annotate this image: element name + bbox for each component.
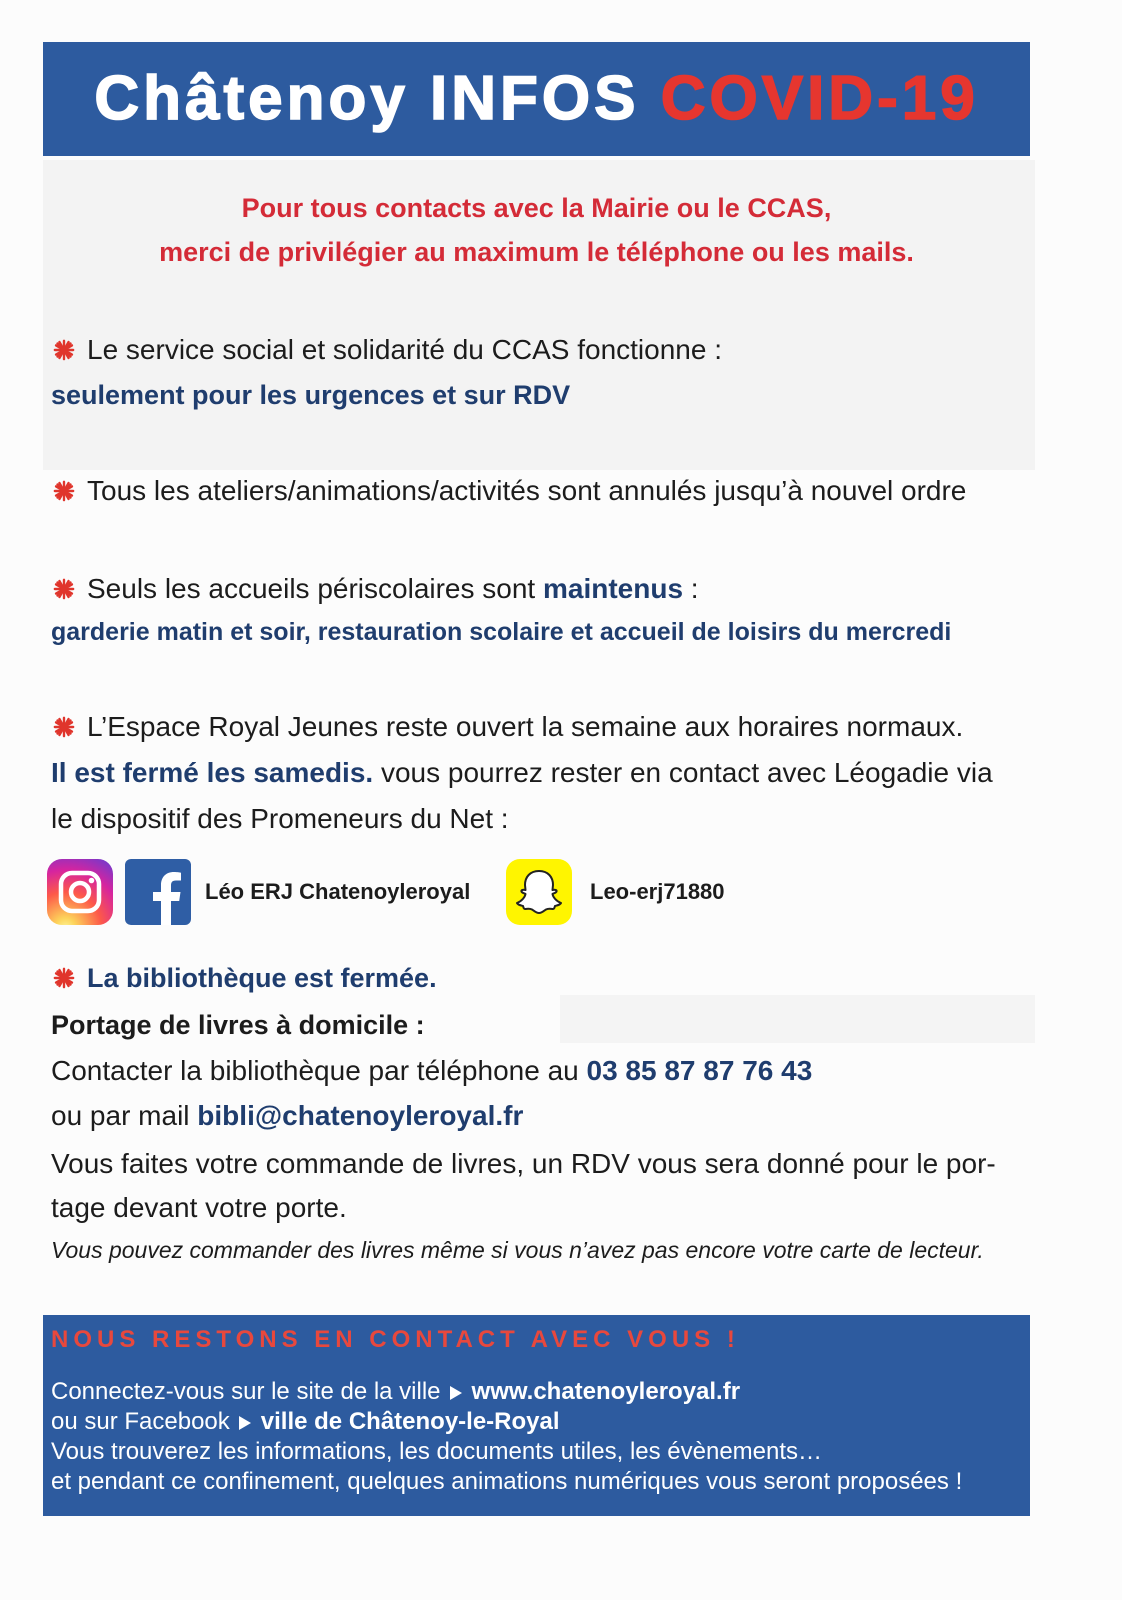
- espace-jeunes-highlight: Il est fermé les samedis.: [51, 757, 374, 788]
- ccas-text: Le service social et solidarité du CCAS fonctionne :: [87, 334, 722, 365]
- order-line-1: Vous faites votre commande de livres, un RDV vous sera donné pour le por-: [51, 1148, 996, 1179]
- footer-site-url: www.chatenoyleroyal.fr: [471, 1378, 741, 1405]
- social-account-name: Léo ERJ Chatenoyleroyal: [205, 879, 471, 904]
- header-banner: [43, 42, 1030, 156]
- asterisk-burst-icon: [53, 716, 75, 738]
- page-title-highlight: COVID-19: [660, 64, 979, 133]
- phone-number: 03 85 87 87 76 43: [586, 1055, 813, 1086]
- footer-facebook-text: ou sur Facebook: [51, 1408, 230, 1435]
- periscolaire-text: [87, 569, 699, 609]
- espace-jeunes-line-1: L’Espace Royal Jeunes reste ouvert la semaine aux horaires normaux.: [87, 711, 964, 742]
- phone-line: [51, 1051, 812, 1091]
- periscolaire-highlight: maintenus: [542, 573, 684, 604]
- mail-line: [51, 1096, 523, 1136]
- asterisk-burst-icon: [53, 480, 75, 502]
- footer-site-text: Connectez-vous sur le site de la ville: [51, 1378, 441, 1405]
- footer-site-line: [51, 1377, 740, 1407]
- scan-show-through: [560, 995, 1035, 1043]
- page-title: [43, 42, 1030, 156]
- periscolaire-detail: garderie matin et soir, restauration scolaire et accueil de loisirs du mercredi: [51, 618, 952, 646]
- footer-facebook-line: [51, 1407, 560, 1437]
- footer-title: NOUS RESTONS EN CONTACT AVEC VOUS !: [51, 1326, 740, 1353]
- intro-line-2: merci de privilégier au maximum le téléphone ou les mails.: [159, 237, 914, 267]
- espace-jeunes-line-3: le dispositif des Promeneurs du Net :: [51, 803, 509, 834]
- ccas-emphasis: seulement pour les urgences et sur RDV: [51, 380, 571, 410]
- footer-facebook-page: ville de Châtenoy-le-Royal: [260, 1408, 560, 1435]
- order-line-2: tage devant votre porte.: [51, 1192, 347, 1223]
- periscolaire-text-end: :: [683, 573, 699, 604]
- mail-text: ou par mail: [51, 1100, 198, 1131]
- asterisk-burst-icon: [53, 578, 75, 600]
- espace-jeunes-line-2-text: vous pourrez rester en contact avec Léogadie via: [373, 757, 993, 788]
- footer-line-3: Vous trouverez les informations, les documents utiles, les évènements…: [51, 1438, 823, 1465]
- snapchat-name: Leo-erj71880: [590, 879, 725, 904]
- snapchat-icon: [506, 859, 572, 925]
- instagram-icon: [47, 859, 113, 925]
- facebook-icon: [125, 859, 191, 925]
- espace-jeunes-line-2: [51, 753, 993, 793]
- phone-text: Contacter la bibliothèque par téléphone au: [51, 1055, 587, 1086]
- bibliotheque-title: La bibliothèque est fermée.: [87, 963, 437, 993]
- periscolaire-text-start: Seuls les accueils périscolaires sont: [87, 573, 543, 604]
- portage-heading: Portage de livres à domicile :: [51, 1010, 425, 1040]
- page-title-main: Châtenoy INFOS: [94, 64, 640, 133]
- intro-line-1: Pour tous contacts avec la Mairie ou le CCAS,: [241, 193, 832, 223]
- asterisk-burst-icon: [53, 967, 75, 989]
- mail-address: bibli@chatenoyleroyal.fr: [197, 1100, 524, 1131]
- arrow-right-icon: [450, 1386, 462, 1400]
- footer-line-4: et pendant ce confinement, quelques animations numériques vous seront proposées !: [51, 1468, 963, 1495]
- ateliers-text: Tous les ateliers/animations/activités sont annulés jusqu’à nouvel ordre: [87, 475, 967, 506]
- asterisk-burst-icon: [53, 339, 75, 361]
- arrow-right-icon: [239, 1416, 251, 1430]
- library-card-note: Vous pouvez commander des livres même si vous n’avez pas encore votre carte de lecteur.: [51, 1237, 984, 1263]
